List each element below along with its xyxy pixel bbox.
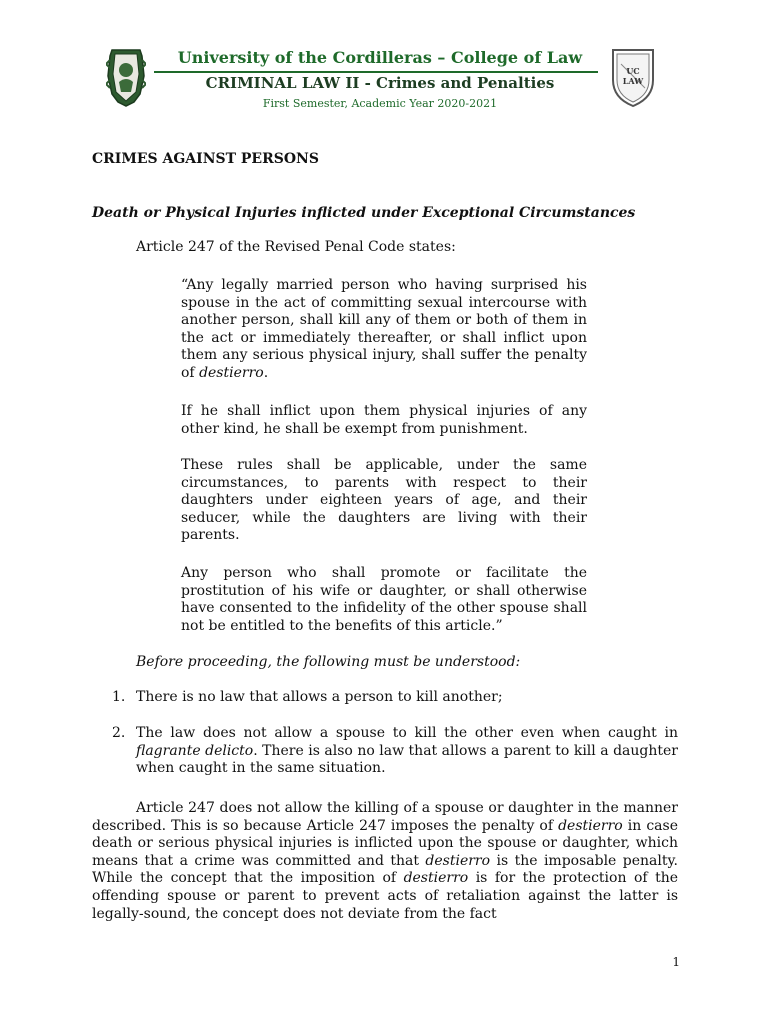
quote-paragraph-2: If he shall inflict upon them physical injuries of any other kind, he shall be exempt from punishment. bbox=[181, 403, 587, 437]
paragraph-text: is for the protection of the offending spouse or parent to prevent acts of retaliation against the latter is legally-sound, the concept does not deviate from the fact bbox=[92, 870, 678, 922]
intro-line: Article 247 of the Revised Penal Code states: bbox=[136, 239, 456, 255]
body-paragraph bbox=[92, 800, 678, 923]
italic-term: destierro bbox=[199, 364, 264, 381]
semester-line: First Semester, Academic Year 2020-2021 bbox=[262, 97, 498, 110]
svg-text:LAW: LAW bbox=[622, 76, 644, 86]
italic-term: destierro bbox=[403, 870, 469, 887]
before-proceeding-line: Before proceeding, the following must be understood: bbox=[136, 654, 521, 670]
quote-text: . bbox=[263, 364, 269, 381]
list-number-2: 2. bbox=[112, 725, 126, 741]
list-text: . There is also no law that allows a parent to kill a daughter when caught in the same situation. bbox=[136, 742, 678, 777]
paragraph-text: is the imposable penalty. While the concept that the imposition of bbox=[92, 852, 678, 887]
page-number: 1 bbox=[672, 955, 680, 969]
section-title: CRIMES AGAINST PERSONS bbox=[92, 151, 319, 167]
header-divider bbox=[154, 71, 598, 73]
university-name: University of the Cordilleras – College of Law bbox=[177, 48, 583, 67]
list-number-1: 1. bbox=[112, 689, 126, 705]
subtitle: Death or Physical Injuries inflicted under Exceptional Circumstances bbox=[92, 205, 636, 221]
list-item-1: There is no law that allows a person to kill another; bbox=[136, 689, 503, 705]
quote-paragraph-3: These rules shall be applicable, under the same circumstances, to parents with respect to their daughters under eighteen years of age, and their seducer, while the daughters are living with their parents. bbox=[181, 457, 587, 544]
list-item-2 bbox=[136, 725, 678, 778]
quote-paragraph-4: Any person who shall promote or facilitate the prostitution of his wife or daughter, or shall otherwise have consented to the infidelity of the other spouse shall not be entitled to the benefits of this article.” bbox=[181, 565, 587, 634]
quote-text: “Any legally married person who having surprised his spouse in the act of committing sexual intercourse with another person, shall kill any of them or both of them in the act or immediately thereafter, or shall inflict upon them any serious physical injury, shall suffer the penalty of bbox=[181, 277, 587, 381]
quote-paragraph-1 bbox=[181, 277, 587, 383]
list-text: The law does not allow a spouse to kill the other even when caught in bbox=[136, 725, 678, 741]
italic-term: destierro bbox=[425, 852, 491, 869]
paragraph-text: in case death or serious physical injuries is inflicted upon the spouse or daughter, which means that a crime was committed and that bbox=[92, 817, 678, 869]
document-header bbox=[92, 42, 678, 112]
university-seal-icon bbox=[106, 46, 146, 108]
course-title: CRIMINAL LAW II - Crimes and Penalties bbox=[205, 74, 555, 92]
italic-term: destierro bbox=[558, 817, 623, 834]
paragraph-text: Article 247 does not allow the killing of a spouse or daughter in the manner described. This is so because Article 247 imposes the penalty of bbox=[92, 800, 678, 834]
italic-term: flagrante delicto bbox=[136, 742, 254, 759]
svg-text:UC: UC bbox=[626, 66, 640, 76]
uc-law-seal-icon bbox=[608, 46, 658, 108]
